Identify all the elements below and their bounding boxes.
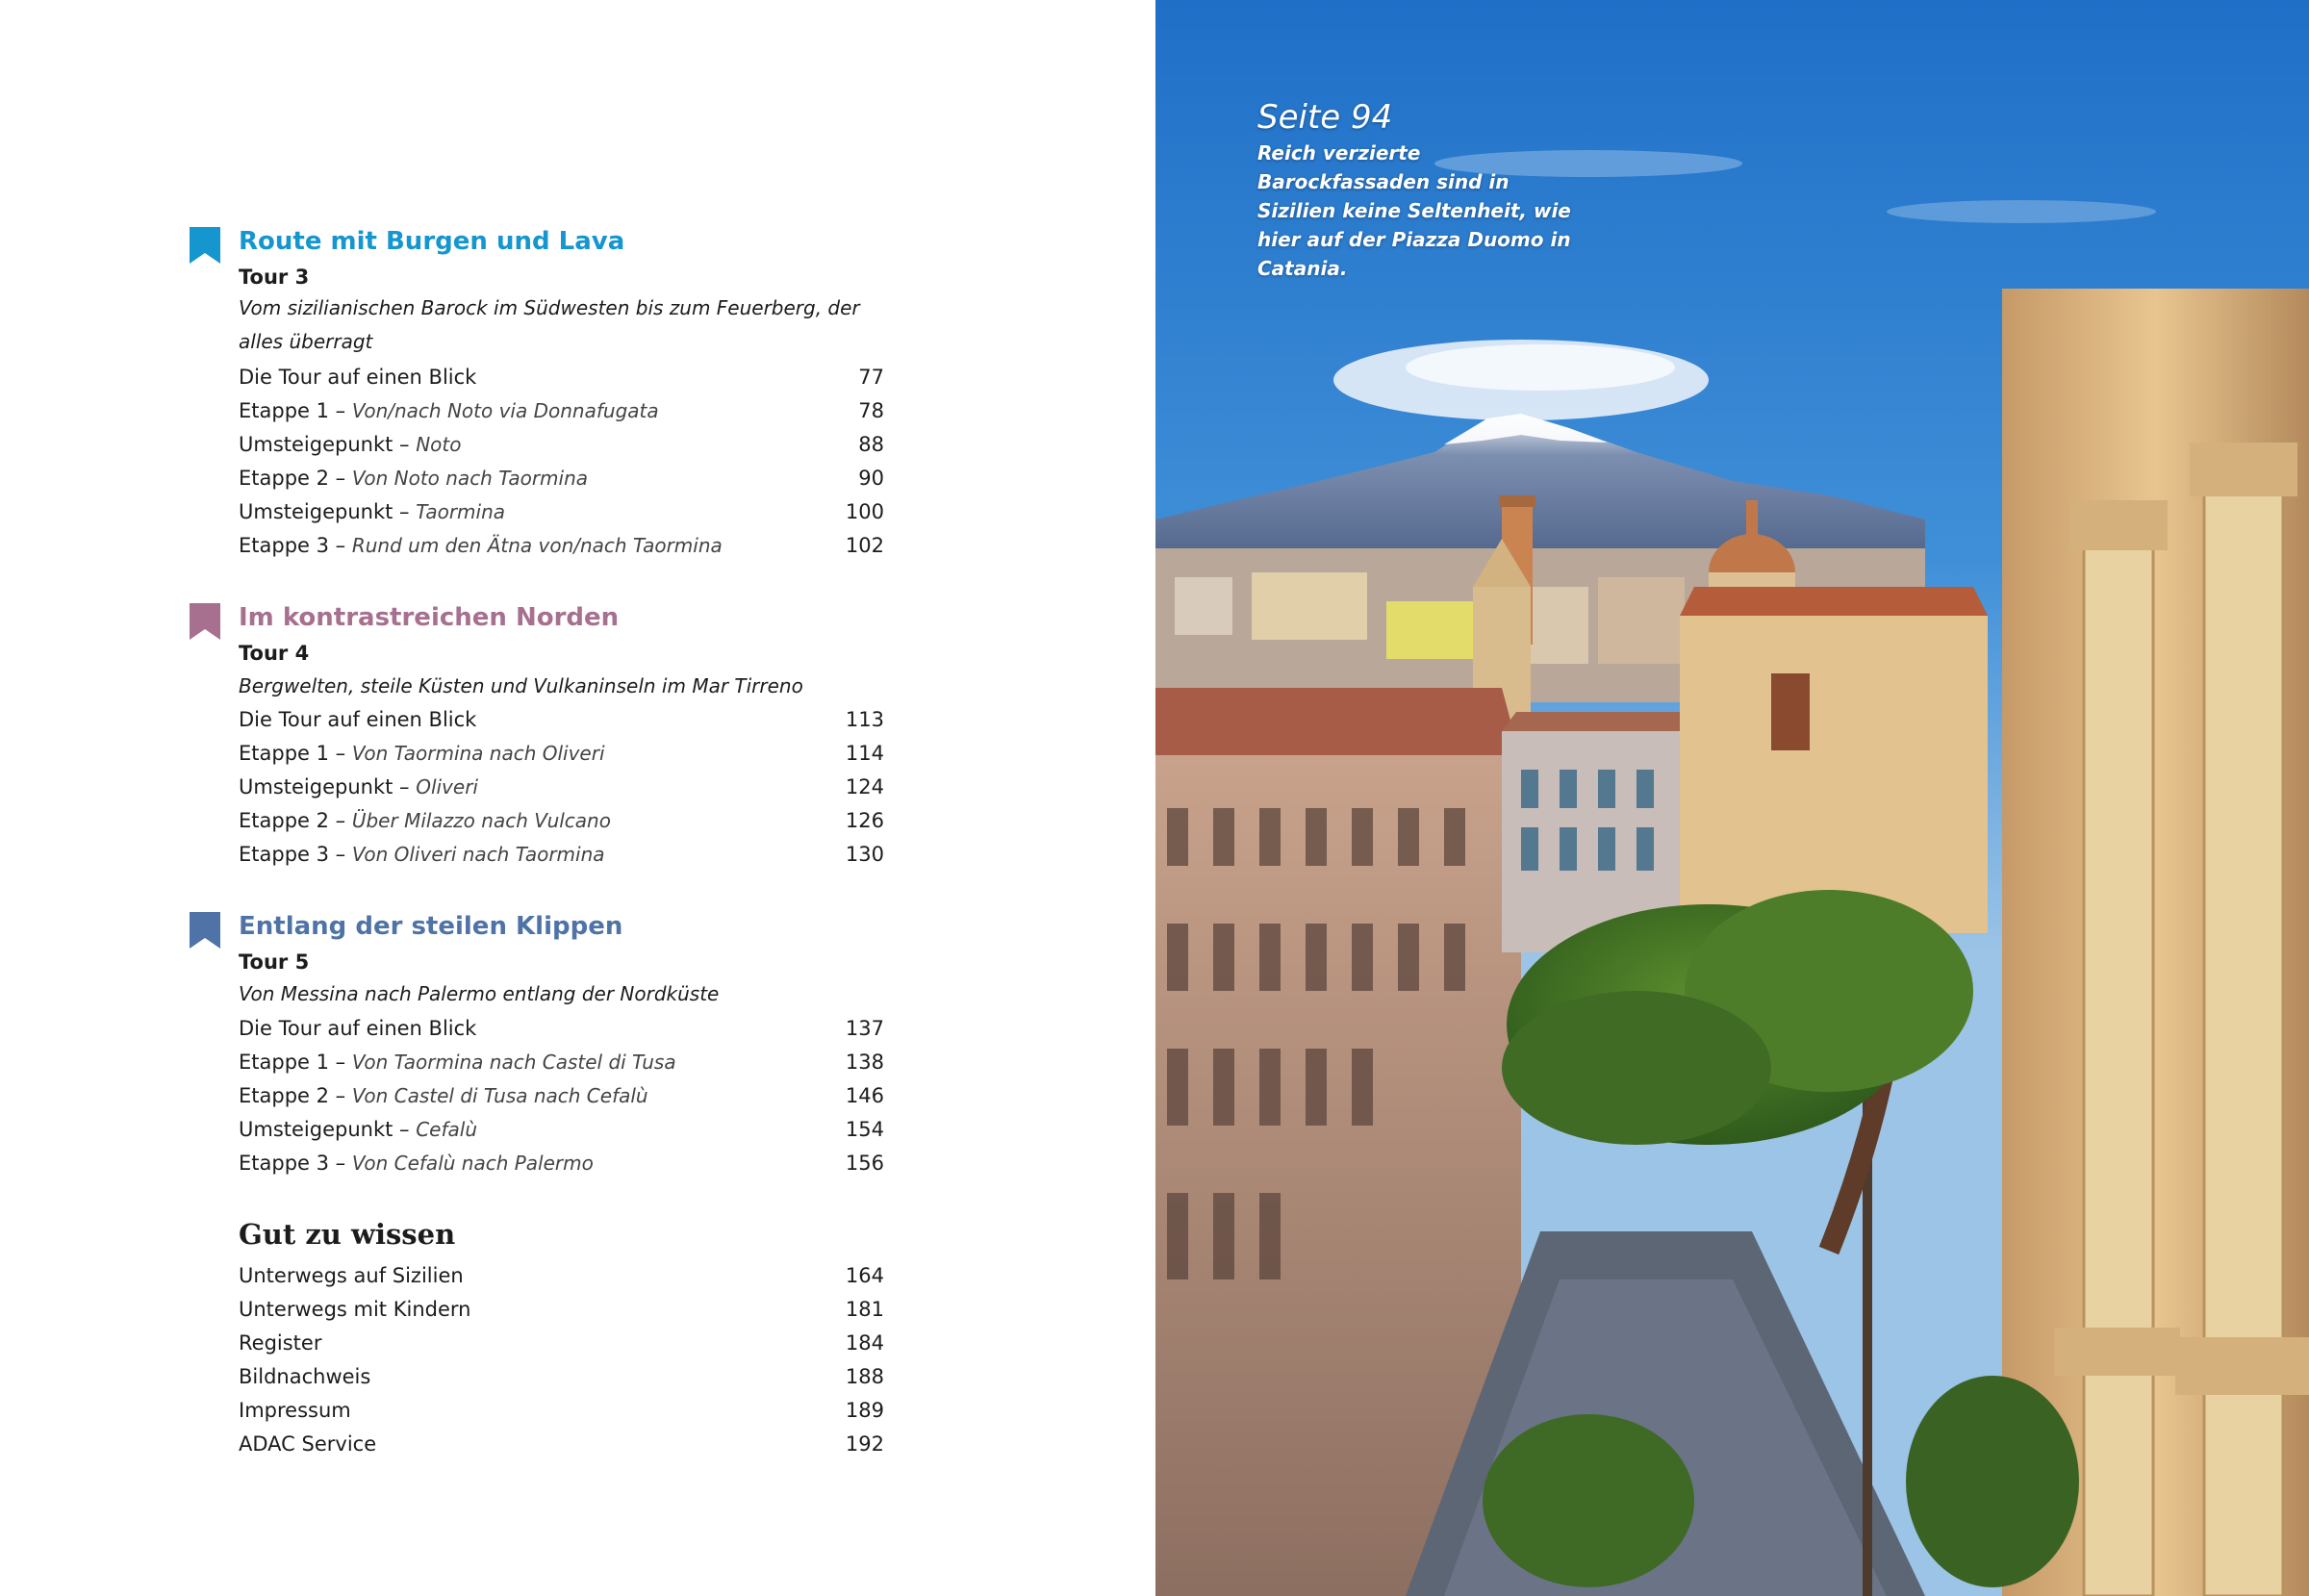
entry-destination: Von Taormina nach Oliveri xyxy=(351,742,605,765)
toc-entry[interactable] xyxy=(239,703,884,737)
toc-entry[interactable] xyxy=(239,1147,884,1180)
page-number: 164 xyxy=(845,1264,884,1287)
entry-name: Etappe 3 – xyxy=(239,1152,352,1175)
tour-subtitle: Von Messina nach Palermo entlang der Nordküste xyxy=(239,982,720,1005)
page-number: 102 xyxy=(845,534,884,557)
entry-name: Bildnachweis xyxy=(239,1365,371,1388)
page-number: 184 xyxy=(845,1331,884,1355)
page-number: 77 xyxy=(858,366,884,389)
section-title-tour-5[interactable]: Entlang der steilen Klippen xyxy=(239,912,623,941)
entry-name: Unterwegs auf Sizilien xyxy=(239,1264,464,1287)
photo-page xyxy=(1155,0,2309,1596)
toc-entry[interactable] xyxy=(239,1327,884,1360)
toc-entry[interactable] xyxy=(239,1259,884,1293)
page-number: 90 xyxy=(858,467,884,490)
entry-name: Umsteigepunkt – xyxy=(239,775,417,798)
page-number: 113 xyxy=(845,708,884,731)
toc-entry[interactable] xyxy=(239,1079,884,1113)
entry-destination: Über Milazzo nach Vulcano xyxy=(351,809,611,832)
toc-entry[interactable] xyxy=(239,394,884,428)
bookmark-icon xyxy=(190,912,220,949)
toc-entry[interactable] xyxy=(239,495,884,529)
tour-label: Tour 3 xyxy=(239,266,310,289)
page-number: 78 xyxy=(858,399,884,422)
caption-text: Reich verzierte Barockfassaden sind in Sizilien keine Seltenheit, wie hier auf der Piazza Duomo in Catania. xyxy=(1257,141,1571,280)
toc-entry[interactable] xyxy=(239,1360,884,1394)
page-number: 138 xyxy=(845,1051,884,1074)
bookmark-icon xyxy=(190,603,220,640)
entry-name: ADAC Service xyxy=(239,1432,377,1456)
entry-name: Impressum xyxy=(239,1399,351,1422)
page-number: 192 xyxy=(845,1432,884,1456)
section-title-tour-3[interactable]: Route mit Burgen und Lava xyxy=(239,227,625,256)
entry-destination: Von Taormina nach Castel di Tusa xyxy=(351,1051,676,1074)
entry-name: Die Tour auf einen Blick xyxy=(239,366,477,389)
toc-entry[interactable] xyxy=(239,1012,884,1046)
entry-destination: Oliveri xyxy=(416,775,478,798)
gut-zu-wissen-heading: Gut zu wissen xyxy=(239,1218,456,1251)
photo-caption xyxy=(1257,96,1585,283)
entry-name: Etappe 2 – xyxy=(239,1084,352,1107)
page-number: 88 xyxy=(858,433,884,456)
tour-label: Tour 5 xyxy=(239,950,310,974)
toc-entry[interactable] xyxy=(239,428,884,462)
entry-destination: Taormina xyxy=(416,500,506,523)
page-number: 124 xyxy=(845,775,884,798)
entry-name: Etappe 1 – xyxy=(239,742,352,765)
entry-destination: Von Cefalù nach Palermo xyxy=(351,1152,594,1175)
toc-entry[interactable] xyxy=(239,361,884,394)
entry-name: Die Tour auf einen Blick xyxy=(239,1017,477,1040)
entry-destination: Von Oliveri nach Taormina xyxy=(351,843,605,866)
toc-entry[interactable] xyxy=(239,1113,884,1147)
entry-name: Unterwegs mit Kindern xyxy=(239,1298,471,1321)
entry-name: Etappe 1 – xyxy=(239,399,352,422)
entry-name: Umsteigepunkt – xyxy=(239,433,417,456)
entry-destination: Von/nach Noto via Donnafugata xyxy=(351,399,659,422)
toc-entry[interactable] xyxy=(239,1394,884,1428)
page-number: 130 xyxy=(845,843,884,866)
page-number: 189 xyxy=(845,1399,884,1422)
page-number: 100 xyxy=(845,500,884,523)
entry-name: Etappe 2 – xyxy=(239,809,352,832)
entry-name: Die Tour auf einen Blick xyxy=(239,708,477,731)
entry-name: Etappe 3 – xyxy=(239,843,352,866)
entry-destination: Von Castel di Tusa nach Cefalù xyxy=(351,1084,648,1107)
toc-entry[interactable] xyxy=(239,771,884,804)
tour-subtitle: Vom sizilianischen Barock im Südwesten bis zum Feuerberg, der alles überragt xyxy=(239,296,860,353)
page-number: 188 xyxy=(845,1365,884,1388)
toc-entry[interactable] xyxy=(239,1428,884,1461)
toc-entry[interactable] xyxy=(239,529,884,563)
page-number: 154 xyxy=(845,1118,884,1141)
page-number: 114 xyxy=(845,742,884,765)
tour-label: Tour 4 xyxy=(239,642,310,665)
toc-entry[interactable] xyxy=(239,804,884,838)
entry-name: Umsteigepunkt – xyxy=(239,1118,417,1141)
toc-entry[interactable] xyxy=(239,1046,884,1079)
entry-name: Etappe 2 – xyxy=(239,467,352,490)
page-number: 137 xyxy=(845,1017,884,1040)
entry-destination: Rund um den Ätna von/nach Taormina xyxy=(351,534,723,557)
bookmark-icon xyxy=(190,227,220,264)
toc-entry[interactable] xyxy=(239,838,884,872)
entry-name: Etappe 1 – xyxy=(239,1051,352,1074)
page-number: 146 xyxy=(845,1084,884,1107)
entry-destination: Von Noto nach Taormina xyxy=(351,467,589,490)
toc-entry[interactable] xyxy=(239,737,884,771)
tour-subtitle: Bergwelten, steile Küsten und Vulkaninseln im Mar Tirreno xyxy=(239,674,803,697)
page-number: 181 xyxy=(845,1298,884,1321)
section-title-tour-4[interactable]: Im kontrastreichen Norden xyxy=(239,603,620,632)
toc-entry[interactable] xyxy=(239,462,884,495)
page-number: 156 xyxy=(845,1152,884,1175)
entry-destination: Noto xyxy=(416,433,462,456)
page-number: 126 xyxy=(845,809,884,832)
toc-entry[interactable] xyxy=(239,1293,884,1327)
entry-destination: Cefalù xyxy=(416,1118,478,1141)
entry-name: Register xyxy=(239,1331,322,1355)
entry-name: Etappe 3 – xyxy=(239,534,352,557)
caption-title: Seite 94 xyxy=(1257,98,1393,137)
entry-name: Umsteigepunkt – xyxy=(239,500,417,523)
